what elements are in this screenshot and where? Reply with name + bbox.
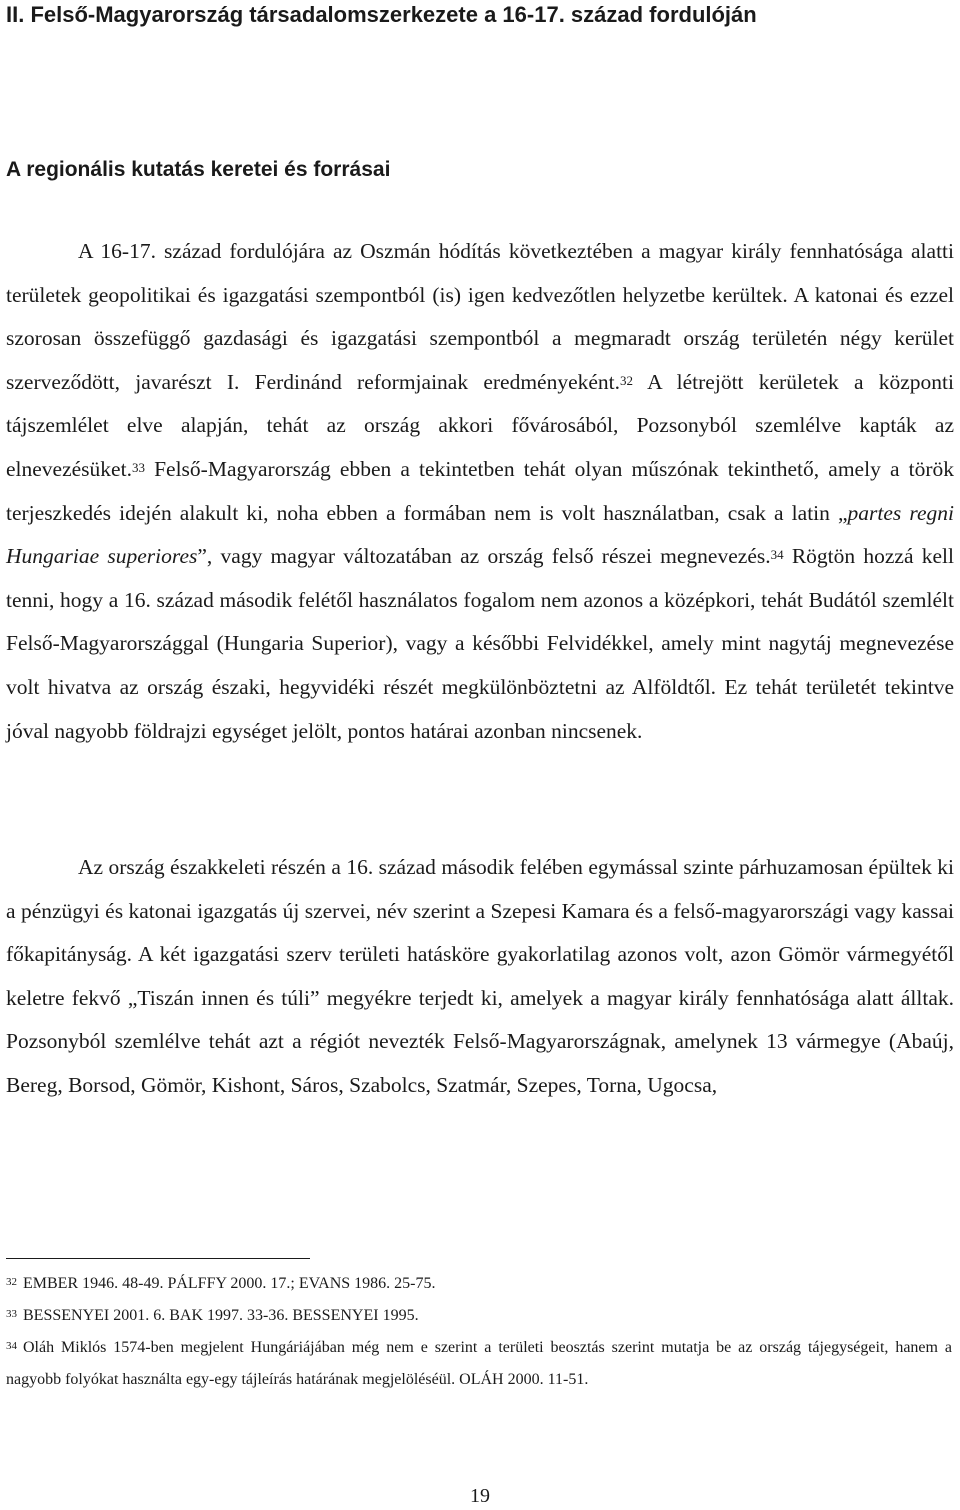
footnote-33 xyxy=(6,1300,952,1332)
footnote-text: EMBER 1946. 48-49. PÁLFFY 2000. 17.; EVANS 1986. 25-75. xyxy=(23,1275,436,1292)
paragraph-text: A létrejött kerületek a központi tájszemlélet elve alapján, tehát az ország akkori fővárosából, Pozsonyból szemlélve kapták az elnevezésüket. xyxy=(6,369,954,481)
footnote-32 xyxy=(6,1268,952,1300)
body-paragraph-2: Az ország északkeleti részén a 16. század második felében egymással szinte párhuzamosan épültek ki a pénzügyi és katonai igazgatás új szervei, név szerint a Szepesi Kamara és a felső-magyarországi vagy kassai főkapitányság. A két igazgatási szerv területi hatásköre gyakorlatilag azonos volt, azon Gömör vármegyétől keletre fekvő „Tiszán innen és túli” megyékre terjedt ki, amelyek a magyar király fennhatósága alatt álltak. Pozsonyból szemlélve tehát azt a régiót nevezték Felső-Magyarországnak, amelynek 13 vármegye (Abaúj, Bereg, Borsod, Gömör, Kishont, Sáros, Szabolcs, Szatmár, Szepes, Torna, Ugocsa, xyxy=(6,855,954,1097)
body-paragraph-1 xyxy=(6,230,954,753)
chapter-title: II. Felső-Magyarország társadalomszerkezete a 16-17. század fordulóján xyxy=(6,2,757,27)
footnote-number: 33 xyxy=(6,1308,17,1320)
footnote-number: 32 xyxy=(6,1276,17,1288)
footnote-ref[interactable]: 34 xyxy=(770,547,784,563)
paragraph-text: ”, vagy magyar változatában az ország felső részei megnevezés. xyxy=(197,544,771,569)
page-number: 19 xyxy=(470,1485,490,1507)
footnote-text: BESSENYEI 2001. 6. BAK 1997. 33-36. BESSENYEI 1995. xyxy=(23,1307,419,1324)
paragraph-text: Rögtön hozzá kell tenni, hogy a 16. század második felétől használatos fogalom nem azonos a középkori, tehát Budától szemlélt Felső-Magyarországgal (Hungaria Superior), vagy a későbbi Felvidékkel, amely mint nagytáj megnevezése volt hivatva az ország északi, hegyvidéki részét megkülönböztetni az Alföldtől. Ez tehát területét tekintve jóval nagyobb földrajzi egységet jelölt, pontos határai azonban nincsenek. xyxy=(6,544,954,743)
footnote-text: Oláh Miklós 1574-ben megjelent Hungáriájában még nem e szerint a területi beosztás szerint mutatja be az ország tájegységeit, hanem a nagyobb folyókat használta egy-egy tájleírás határának megjelöléséül. OLÁH 2000. 11-51. xyxy=(6,1339,952,1388)
footnotes xyxy=(6,1268,952,1396)
section-title: A regionális kutatás keretei és forrásai xyxy=(6,158,391,181)
latin-term: partes regni Hungariae superiores xyxy=(6,500,954,569)
paragraph-text: A 16-17. század fordulójára az Oszmán hódítás következtében a magyar király fennhatósága alatti területek geopolitikai és igazgatási szempontból (is) igen kedvezőtlen helyzetbe kerültek. A katonai és ezzel szorosan összefüggő gazdasági és igazgatási szempontból a megmaradt ország területén négy kerület szerveződött, javarészt I. Ferdinánd reformjainak eredményeként. xyxy=(6,239,954,394)
paragraph-text: Felső-Magyarország ebben a tekintetben tehát olyan műszónak tekinthető, amely a török terjeszkedés idején alakult ki, noha ebben a formában nem is volt használatban, csak a latin „ xyxy=(6,456,954,525)
footnote-separator xyxy=(6,1258,310,1259)
footnote-ref[interactable]: 32 xyxy=(620,372,634,388)
footnote-number: 34 xyxy=(6,1340,17,1352)
footnote-ref[interactable]: 33 xyxy=(131,459,145,475)
footnote-34 xyxy=(6,1332,952,1396)
